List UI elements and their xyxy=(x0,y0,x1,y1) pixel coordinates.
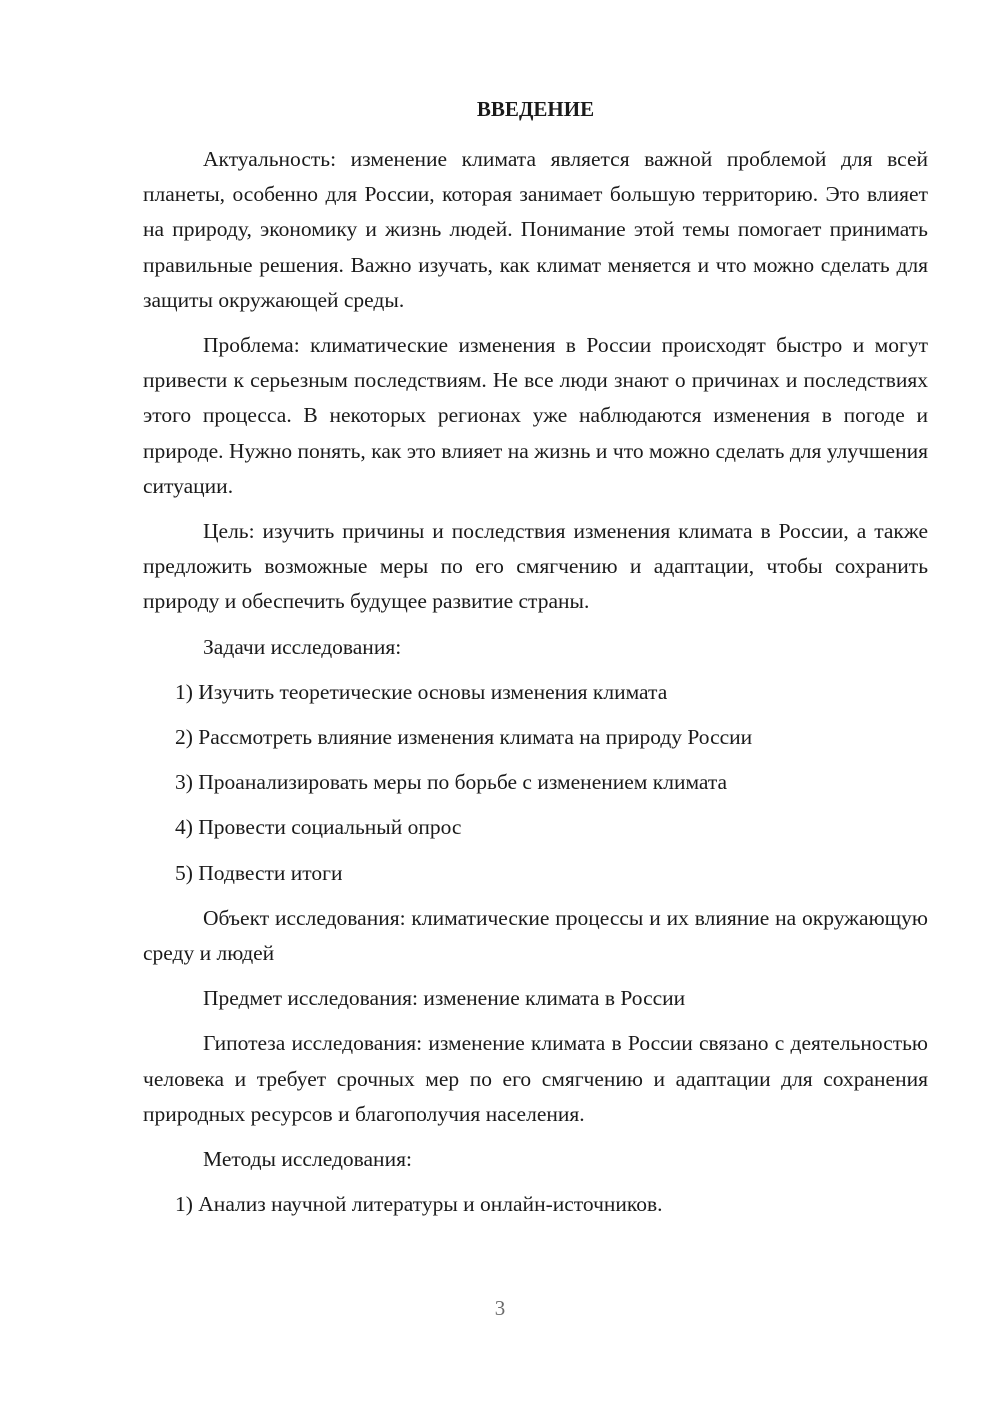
subject-paragraph: Предмет исследования: изменение климата в России xyxy=(203,986,686,1011)
object-paragraph: Объект исследования: климатические процессы и их влияние на окружающую среду и людей xyxy=(143,905,928,966)
document-page xyxy=(143,94,928,1222)
task-item-2: 2) Рассмотреть влияние изменения климата на природу России xyxy=(175,725,753,750)
page-number: 3 xyxy=(494,1296,506,1320)
methods-heading: Методы исследования: xyxy=(203,1147,412,1172)
relevance-paragraph: Актуальность: изменение климата является важной проблемой для всей планеты, особенно для России, которая занимает большую территорию. Это влияет на природу, экономику и жизнь людей. Понимание этой темы помогает принимать правильные решения. Важно изучать, как климат меняется и что можно сделать для защиты окружающей среды. xyxy=(143,147,928,312)
task-item-1: 1) Изучить теоретические основы изменения климата xyxy=(175,679,668,704)
section-title: ВВЕДЕНИЕ xyxy=(476,97,595,121)
task-item-3: 3) Проанализировать меры по борьбе с изменением климата xyxy=(175,770,728,795)
tasks-heading: Задачи исследования: xyxy=(203,634,402,659)
task-item-4: 4) Провести социальный опрос xyxy=(175,815,462,840)
task-item-5: 5) Подвести итоги xyxy=(175,860,343,885)
goal-paragraph: Цель: изучить причины и последствия изменения климата в России, а также предложить возможные меры по его смягчению и адаптации, чтобы сохранить природу и обеспечить будущее развитие страны. xyxy=(143,519,928,614)
method-item-1: 1) Анализ научной литературы и онлайн-источников. xyxy=(175,1192,663,1217)
hypothesis-paragraph: Гипотеза исследования: изменение климата в России связано с деятельностью человека и требует срочных мер по его смягчению и адаптации для сохранения природных ресурсов и благополучия населения. xyxy=(143,1031,928,1126)
problem-paragraph: Проблема: климатические изменения в России происходят быстро и могут привести к серьезным последствиям. Не все люди знают о причинах и последствиях этого процесса. В некоторых регионах уже наблюдаются изменения в погоде и природе. Нужно понять, как это влияет на жизнь и что можно сделать для улучшения ситуации. xyxy=(143,333,928,498)
